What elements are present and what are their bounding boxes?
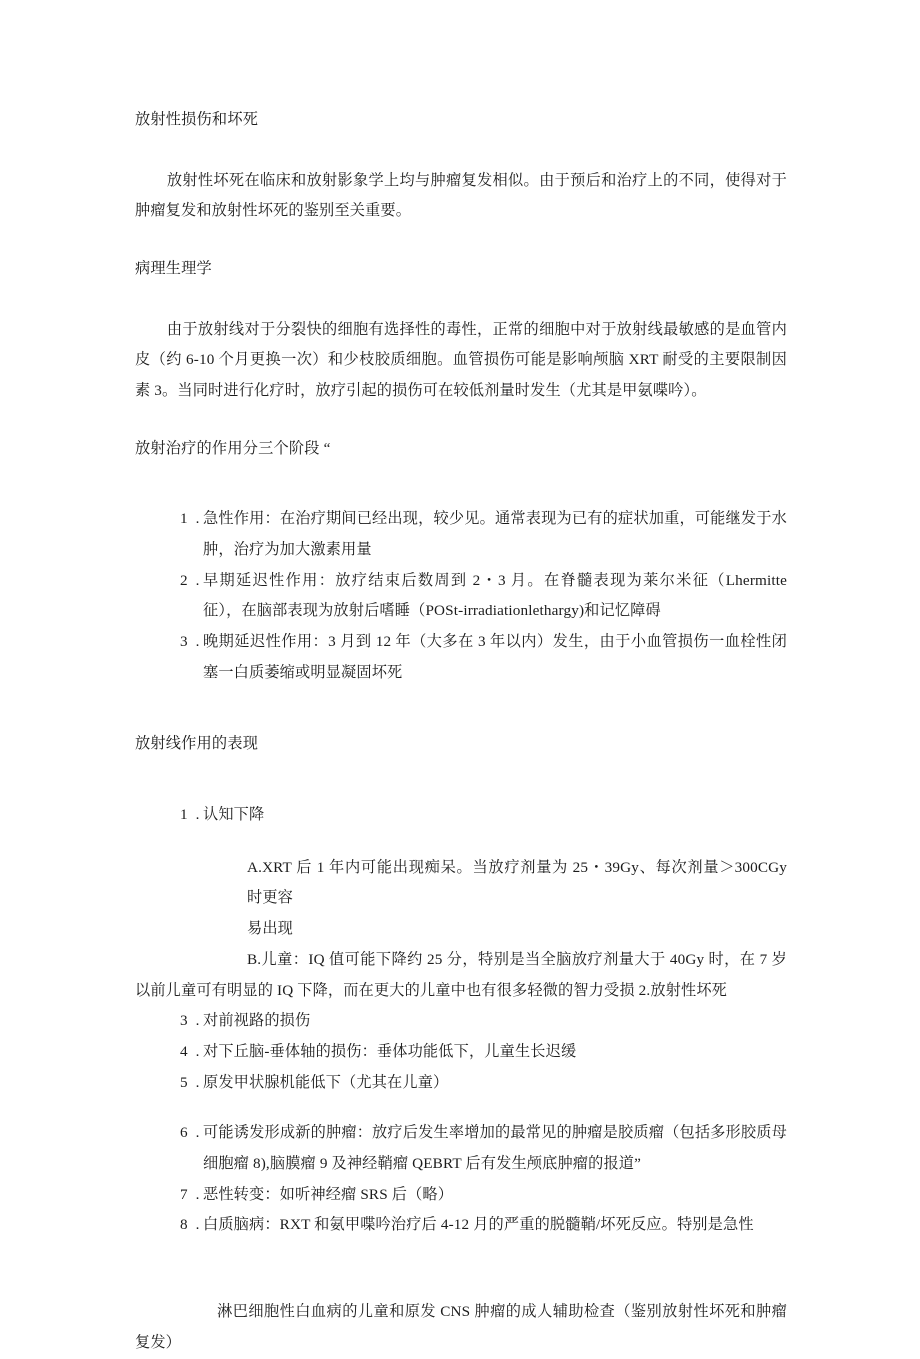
list-item: [135, 504, 787, 565]
list-item-text: 对前视路的损伤: [203, 1012, 311, 1030]
page-title: 放射性损伤和坏死: [135, 111, 259, 128]
list-item-text: 早期延迟性作用：放疗结束后数周到 2・3 月。在脊髓表现为莱尔米征（Lhermitte 征），在脑部表现为放射后嗜睡（POSt-irradiationlethargy)和记忆障碍: [203, 571, 787, 620]
list-item-marker: 6 .: [180, 1124, 200, 1142]
sub-list-item-a: [135, 853, 787, 945]
list-item: [135, 800, 787, 831]
list-item: [135, 1068, 787, 1099]
list-item: [135, 1210, 787, 1241]
pathophysiology-paragraph: 由于放射线对于分裂快的细胞有选择性的毒性，正常的细胞中对于放射线最敏感的是血管内皮（约 6-10 个月更换一次）和少枝胶质细胞。血管损伤可能是影响颅脑 XRT 耐受的主要限制因素 3。当同时进行化疗时，放疗引起的损伤可在较低剂量时发生（尤其是甲氨喋吟）。: [135, 320, 787, 399]
list-item: [135, 1118, 787, 1179]
list-item-text: 认知下降: [203, 805, 265, 823]
list-item-text: 晚期延迟性作用：3 月到 12 年（大多在 3 年以内）发生，由于小血管损伤一血栓性闭塞一白质萎缩或明显凝固坏死: [203, 633, 787, 681]
spacer: [135, 831, 787, 853]
sub-list-item-a-line1: A.XRT 后 1 年内可能出现痴呆。当放疗剂量为 25・39Gy、每次剂量＞300CGy 时更容: [247, 858, 787, 907]
list-item-text: 原发甲状腺机能低下（尤其在儿童）: [203, 1073, 449, 1091]
spacer: [135, 281, 787, 315]
section-heading-manifestations: 放射线作用的表现: [135, 735, 259, 753]
sub-list-item-b: B.儿童：IQ 值可能下降约 25 分，特别是当全脑放疗剂量大于 40Gy 时，在 7 岁以前儿童可有明显的 IQ 下降，而在更大的儿童中也有很多轻微的智力受损 2.放射性坏死: [135, 950, 787, 999]
list-item: [135, 1006, 787, 1037]
list-item-marker: 1 .: [180, 805, 200, 823]
list-item-marker: 7 .: [180, 1185, 200, 1203]
list-item: [135, 1180, 787, 1211]
list-item-marker: 4 .: [180, 1042, 200, 1060]
list-item-text: 白质脑病：RXT 和氨甲喋吟治疗后 4-12 月的严重的脱髓鞘/坏死反应。特别是急性: [203, 1216, 754, 1234]
phases-list: [135, 504, 787, 688]
spacer: [135, 1241, 787, 1297]
list-item-marker: 1 .: [180, 510, 200, 528]
section-heading-phases: 放射治疗的作用分三个阶段 “: [135, 439, 331, 457]
list-item-marker: 2 .: [180, 571, 200, 589]
spacer: [135, 227, 787, 257]
spacer: [135, 407, 787, 437]
section-heading-pathophysiology: 病理生理学: [135, 259, 212, 277]
list-item-marker: 5 .: [180, 1073, 200, 1091]
manifestations-list-continued: [135, 1006, 787, 1241]
spacer: [135, 756, 787, 800]
list-item: [135, 627, 787, 688]
spacer: [135, 460, 787, 504]
list-item-marker: 8 .: [180, 1216, 200, 1234]
document-body: [135, 108, 787, 1359]
list-item: [135, 566, 787, 627]
list-item-marker: 3 .: [180, 1012, 200, 1030]
list-item-text: 对下丘脑-垂体轴的损伤：垂体功能低下，儿童生长迟缓: [203, 1042, 577, 1060]
list-item: [135, 1037, 787, 1068]
spacer: [135, 132, 787, 166]
closing-paragraph: 淋巴细胞性白血病的儿童和原发 CNS 肿瘤的成人辅助检查（鉴别放射性坏死和肿瘤复发）: [135, 1303, 787, 1351]
intro-paragraph: 放射性坏死在临床和放射影象学上均与肿瘤复发相似。由于预后和治疗上的不同，使得对于肿瘤复发和放射性坏死的鉴别至关重要。: [135, 171, 787, 220]
manifestations-list: [135, 800, 787, 831]
spacer: [135, 688, 787, 732]
list-item-text: 可能诱发形成新的肿瘤：放疗后发生率增加的最常见的肿瘤是胶质瘤（包括多形胶质母细胞瘤 8),脑膜瘤 9 及神经鞘瘤 QEBRT 后有发生颅底肿瘤的报道”: [203, 1124, 787, 1173]
sub-list-item-a-line2: 易出现: [247, 920, 294, 938]
list-item-text: 急性作用：在治疗期间已经出现，较少见。通常表现为已有的症状加重，可能继发于水肿，治疗为加大激素用量: [203, 510, 787, 558]
list-item-marker: 3 .: [180, 633, 200, 651]
list-item-text: 恶性转变：如听神经瘤 SRS 后（略）: [203, 1185, 454, 1203]
